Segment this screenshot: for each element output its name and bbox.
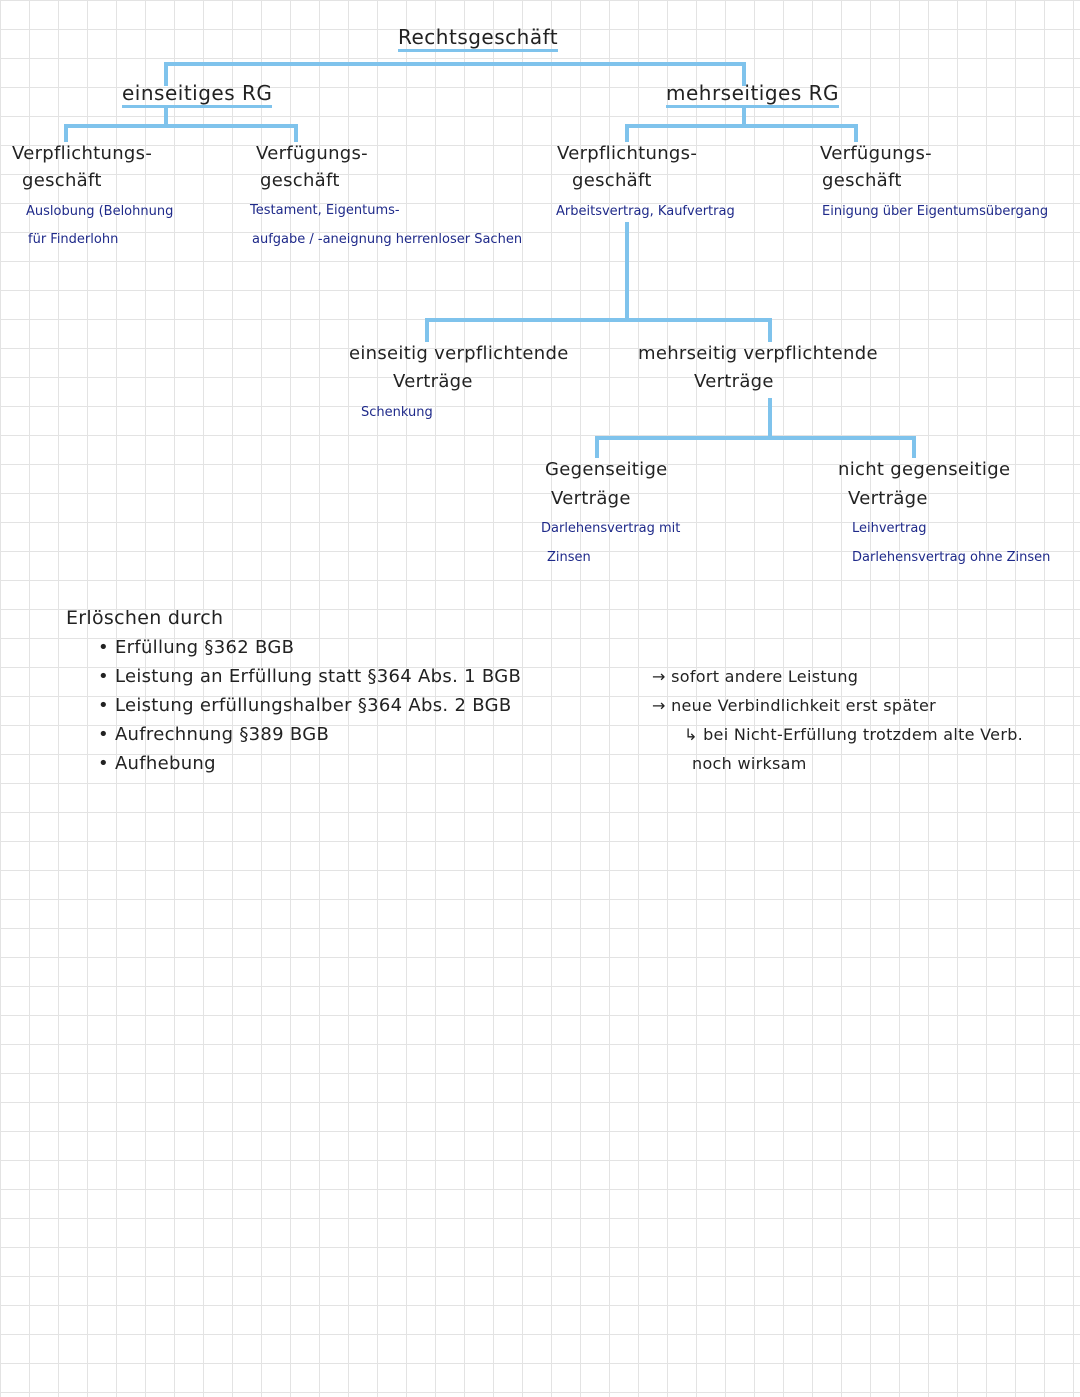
mehrseitig-verpflichtende-vertraege-line2: Verträge xyxy=(694,371,774,392)
erloeschen-note-1: → sofort andere Leistung xyxy=(652,667,859,686)
einseitig-verpflichtung-line2: geschäft xyxy=(22,170,102,191)
root-title: Rechtsgeschäft xyxy=(398,26,558,52)
erloeschen-note-2: → neue Verbindlichkeit erst später xyxy=(652,696,937,715)
nicht-gegenseitige-example2: Darlehensvertrag ohne Zinsen xyxy=(852,550,1051,565)
mehrseitig-verfuegung-line2: geschäft xyxy=(822,170,902,191)
erloeschen-note-4: noch wirksam xyxy=(692,754,807,773)
einseitig-verfuegung-example2: aufgabe / -aneignung herrenloser Sachen xyxy=(252,232,523,247)
mehrseitig-verpflichtung-example1: Arbeitsvertrag, Kaufvertrag xyxy=(556,204,735,219)
mehrseitig-verfuegung-line1: Verfügungs- xyxy=(820,143,932,164)
erloeschen-item-2: • Leistung an Erfüllung statt §364 Abs. 1 BGB xyxy=(98,666,522,687)
mehrseitiges-rg-label: mehrseitiges RG xyxy=(666,82,839,108)
erloeschen-item-4: • Aufrechnung §389 BGB xyxy=(98,724,330,745)
gegenseitige-example1: Darlehensvertrag mit xyxy=(541,521,681,536)
einseitig-verfuegung-line2: geschäft xyxy=(260,170,340,191)
einseitig-verpflichtung-line1: Verpflichtungs- xyxy=(12,143,153,164)
einseitig-verpflichtende-vertraege-line2: Verträge xyxy=(393,371,473,392)
einseitiges-rg-label: einseitiges RG xyxy=(122,82,272,108)
connector-einseitig xyxy=(66,110,296,140)
connector-gegenseitig xyxy=(597,400,914,456)
gegenseitige-vertraege-line2: Verträge xyxy=(551,488,631,509)
erloeschen-item-3: • Leistung erfüllungshalber §364 Abs. 2 BGB xyxy=(98,695,512,716)
erloeschen-item-1: • Erfüllung §362 BGB xyxy=(98,637,295,658)
einseitig-verpflichtung-example2: für Finderlohn xyxy=(28,232,119,247)
gegenseitige-example2: Zinsen xyxy=(547,550,591,565)
einseitig-verpflichtung-example1: Auslobung (Belohnung xyxy=(26,204,174,219)
connector-mehrseitig xyxy=(627,108,856,140)
nicht-gegenseitige-example1: Leihvertrag xyxy=(852,521,927,536)
einseitig-verpflichtende-example1: Schenkung xyxy=(361,405,433,420)
erloeschen-note-3: ↳ bei Nicht-Erfüllung trotzdem alte Verb. xyxy=(684,725,1024,744)
mehrseitig-verpflichtende-vertraege-line1: mehrseitig verpflichtende xyxy=(638,343,878,364)
einseitig-verfuegung-line1: Verfügungs- xyxy=(256,143,368,164)
erloeschen-heading: Erlöschen durch xyxy=(66,607,224,629)
mehrseitig-verpflichtung-line2: geschäft xyxy=(572,170,652,191)
einseitig-verfuegung-example1: Testament, Eigentums- xyxy=(250,203,400,218)
mehrseitig-verfuegung-example1: Einigung über Eigentumsübergang xyxy=(822,204,1049,219)
gegenseitige-vertraege-line1: Gegenseitige xyxy=(545,459,668,480)
einseitig-verpflichtende-vertraege-line1: einseitig verpflichtende xyxy=(349,343,569,364)
erloeschen-item-5: • Aufhebung xyxy=(98,753,216,774)
nicht-gegenseitige-vertraege-line2: Verträge xyxy=(848,488,928,509)
mehrseitig-verpflichtung-line1: Verpflichtungs- xyxy=(557,143,698,164)
nicht-gegenseitige-vertraege-line1: nicht gegenseitige xyxy=(838,459,1011,480)
